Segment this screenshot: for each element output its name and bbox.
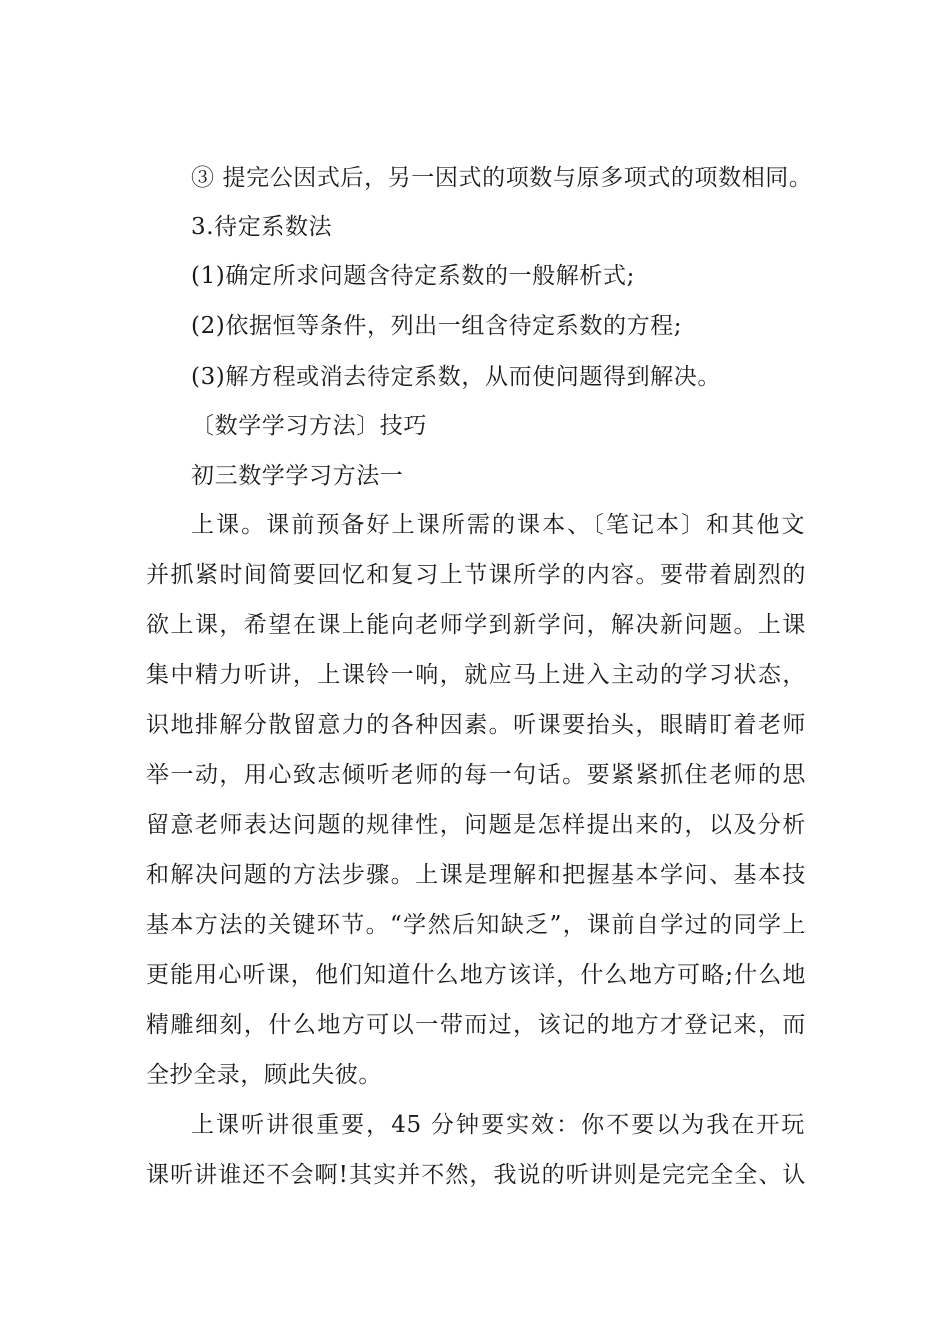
text-line-6: 〔数学学习方法〕技巧 [191,413,427,439]
text-line-14: 留意老师表达问题的规律性，问题是怎样提出来的，以及分析 [146,812,806,838]
text-line-9: 并抓紧时间简要回忆和复习上节课所学的内容。要带着剧烈的 [146,562,806,588]
text-line-20: 上课听讲很重要，45 分钟要实效：你不要以为我在开玩 [191,1112,805,1138]
text-line-13: 举一动，用心致志倾听老师的每一句话。要紧紧抓住老师的思 [146,762,806,788]
text-line-4: (2)依据恒等条件，列出一组含待定系数的方程; [191,313,683,339]
text-line-16: 基本方法的关键环节。“学然后知缺乏”，课前自学过的同学上 [146,912,806,938]
text-line-19: 全抄全录，顾此失彼。 [146,1062,382,1088]
text-line-18: 精雕细刻，什么地方可以一带而过，该记的地方才登记来，而 [146,1012,806,1038]
text-line-7: 初三数学学习方法一 [191,463,404,489]
text-line-2: 3.待定系数法 [191,214,333,240]
text-line-12: 识地排解分散留意力的各种因素。听课要抬头，眼睛盯着老师 [146,712,806,738]
text-line-8: 上课。课前预备好上课所需的课本、〔笔记本〕和其他文 [191,512,805,538]
text-line-3: (1)确定所求问题含待定系数的一般解析式; [191,263,635,289]
text-line-5: (3)解方程或消去待定系数，从而使问题得到解决。 [191,364,721,390]
text-line-21: 课听讲谁还不会啊!其实并不然，我说的听讲则是完完全全、认 [146,1162,806,1188]
text-line-11: 集中精力听讲，上课铃一响，就应马上进入主动的学习状态， [146,662,806,688]
text-line-17: 更能用心听课，他们知道什么地方该详，什么地方可略;什么地 [146,962,806,988]
text-line-1: ③ 提完公因式后，另一因式的项数与原多项式的项数相同。 [191,165,813,191]
text-line-10: 欲上课，希望在课上能向老师学到新学问，解决新问题。上课 [146,612,806,638]
text-line-15: 和解决问题的方法步骤。上课是理解和把握基本学问、基本技 [146,862,806,888]
